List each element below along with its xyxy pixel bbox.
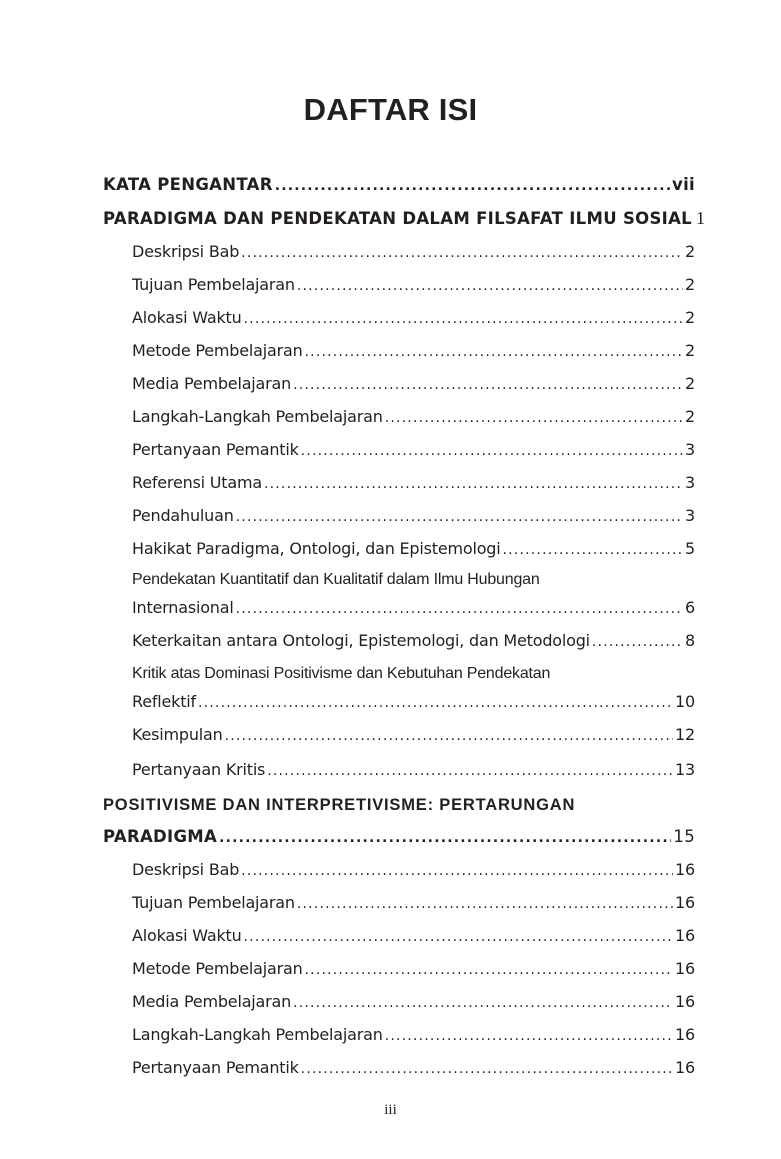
dot-leader (275, 170, 670, 202)
toc-label: Langkah-Langkah Pembelajaran (132, 1025, 383, 1044)
toc-page: 5 (685, 539, 695, 558)
dot-leader (297, 888, 673, 920)
toc-entry[interactable] (103, 953, 695, 986)
toc-label: Langkah-Langkah Pembelajaran (132, 407, 383, 426)
dot-leader (264, 468, 683, 500)
toc-label: Deskripsi Bab (132, 860, 240, 879)
toc-page: 2 (685, 308, 695, 327)
toc-page: 3 (685, 506, 695, 525)
toc-entry-chapter-2[interactable] (103, 789, 695, 854)
toc-label: Tujuan Pembelajaran (132, 275, 295, 294)
toc-entry[interactable] (103, 368, 695, 401)
dot-leader (219, 822, 671, 854)
toc-page: vii (672, 175, 695, 194)
toc-entry[interactable] (103, 269, 695, 302)
toc-label: KATA PENGANTAR (103, 175, 273, 194)
toc-label: Referensi Utama (132, 473, 262, 492)
toc-entry[interactable] (103, 335, 695, 368)
table-of-contents (103, 169, 706, 1085)
toc-entry[interactable] (103, 236, 695, 269)
dot-leader (503, 534, 684, 566)
toc-label: Alokasi Waktu (132, 308, 242, 327)
dot-leader (236, 595, 683, 623)
toc-page: 16 (675, 1058, 695, 1077)
dot-leader (244, 303, 683, 335)
toc-page: 2 (685, 242, 695, 261)
dot-leader (301, 435, 683, 467)
toc-entry[interactable] (103, 754, 695, 787)
dot-leader (241, 855, 673, 887)
toc-entry[interactable] (103, 1052, 695, 1085)
dot-leader (267, 755, 673, 787)
dot-leader (225, 718, 673, 754)
toc-page: 16 (675, 959, 695, 978)
toc-entry-multiline[interactable] (103, 566, 695, 623)
page-title: DAFTAR ISI (303, 92, 478, 127)
toc-entry[interactable] (103, 467, 695, 500)
toc-label-line1: Pendekatan Kuantitatif dan Kualitatif dalam Ilmu Hubungan (132, 571, 540, 588)
toc-page: 2 (685, 341, 695, 360)
toc-label: Alokasi Waktu (132, 926, 242, 945)
dot-leader (301, 1053, 673, 1085)
toc-page: 16 (675, 893, 695, 912)
toc-page: 1 (695, 208, 706, 228)
dot-leader (244, 921, 674, 953)
toc-page: 6 (685, 598, 695, 617)
toc-label: Pertanyaan Pemantik (132, 440, 299, 459)
toc-entry-multiline[interactable] (103, 660, 695, 717)
toc-entry[interactable] (103, 500, 695, 533)
dot-leader (293, 987, 673, 1019)
toc-label: Keterkaitan antara Ontologi, Epistemologi, dan Metodologi (132, 631, 590, 650)
toc-page: 15 (673, 827, 695, 846)
toc-page: 16 (675, 1025, 695, 1044)
toc-entry[interactable] (103, 533, 695, 566)
toc-entry[interactable] (103, 986, 695, 1019)
dot-leader (198, 689, 673, 717)
toc-page: 3 (685, 440, 695, 459)
toc-entry[interactable] (103, 717, 695, 754)
toc-page: 16 (675, 926, 695, 945)
dot-leader (297, 270, 683, 302)
toc-entry[interactable] (103, 920, 695, 953)
toc-label: Deskripsi Bab (132, 242, 240, 261)
toc-page: 2 (685, 407, 695, 426)
toc-page: 10 (675, 692, 695, 711)
toc-page: 2 (685, 374, 695, 393)
dot-leader (592, 624, 683, 660)
toc-entry[interactable] (103, 434, 695, 467)
toc-page: 12 (675, 725, 695, 744)
toc-entry[interactable] (103, 1019, 695, 1052)
toc-label: Pendahuluan (132, 506, 234, 525)
toc-entry-chapter-1[interactable] (103, 202, 706, 236)
toc-label: Pertanyaan Kritis (132, 760, 266, 779)
toc-page: 8 (685, 631, 695, 650)
toc-entry-kata-pengantar[interactable] (103, 169, 695, 202)
toc-page: 2 (685, 275, 695, 294)
toc-label: Media Pembelajaran (132, 992, 292, 1011)
dot-leader (305, 336, 683, 368)
page-number: iii (384, 1102, 397, 1118)
toc-label-line2: Internasional (132, 598, 234, 617)
dot-leader (241, 237, 683, 269)
toc-label: Tujuan Pembelajaran (132, 893, 295, 912)
toc-label: PARADIGMA DAN PENDEKATAN DALAM FILSAFAT ILMU SOSIAL (103, 209, 692, 228)
toc-entry[interactable] (103, 887, 695, 920)
toc-label: Kesimpulan (132, 725, 223, 744)
toc-label: Metode Pembelajaran (132, 959, 303, 978)
toc-label-line2: Reflektif (132, 692, 196, 711)
toc-entry[interactable] (103, 854, 695, 887)
toc-page: 13 (675, 760, 695, 779)
toc-page: 16 (675, 860, 695, 879)
toc-label: Hakikat Paradigma, Ontologi, dan Epistemologi (132, 539, 501, 558)
toc-entry[interactable] (103, 302, 695, 335)
dot-leader (236, 501, 683, 533)
toc-entry[interactable] (103, 623, 695, 660)
dot-leader (293, 369, 683, 401)
dot-leader (305, 954, 674, 986)
toc-page: 3 (685, 473, 695, 492)
toc-entry[interactable] (103, 401, 695, 434)
toc-label: Pertanyaan Pemantik (132, 1058, 299, 1077)
toc-label: Media Pembelajaran (132, 374, 292, 393)
toc-label: Metode Pembelajaran (132, 341, 303, 360)
dot-leader (385, 1020, 673, 1052)
toc-label-line1: POSITIVISME DAN INTERPRETIVISME: PERTARUNGAN (103, 796, 576, 814)
toc-label-line2: PARADIGMA (103, 827, 218, 846)
toc-label-line1: Kritik atas Dominasi Positivisme dan Kebutuhan Pendekatan (132, 665, 551, 682)
toc-page: 16 (675, 992, 695, 1011)
dot-leader (385, 402, 683, 434)
